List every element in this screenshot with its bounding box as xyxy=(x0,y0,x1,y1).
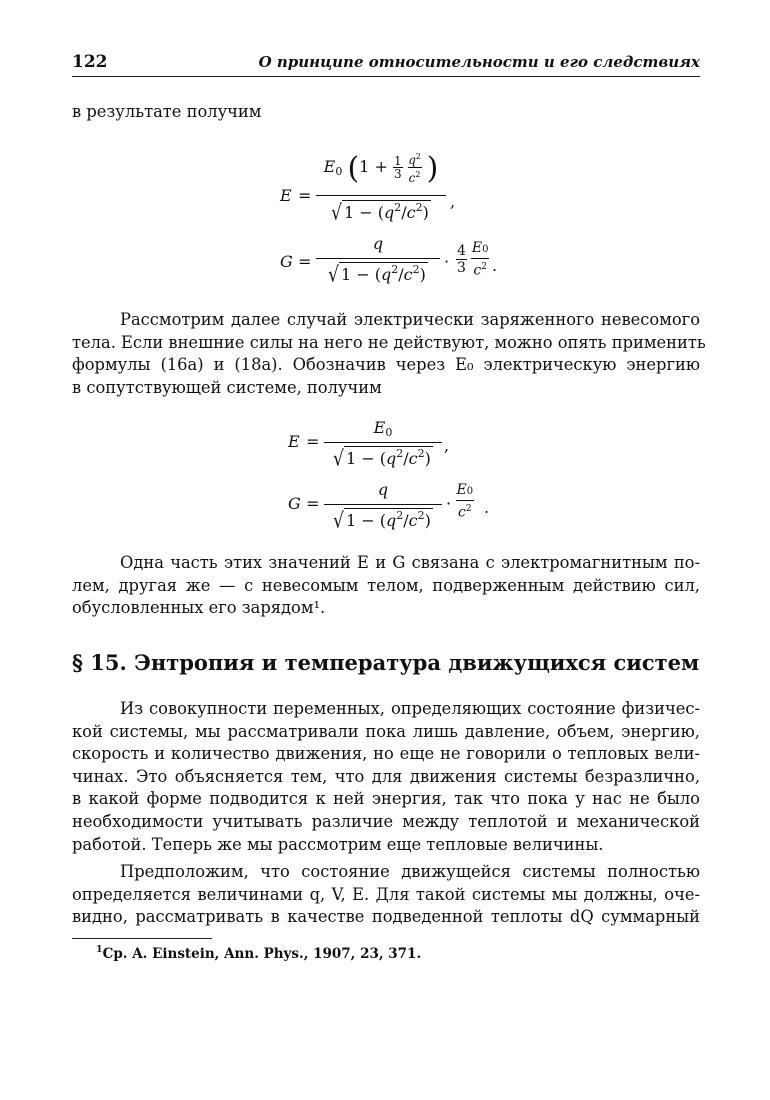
paragraph-2-line: обусловленных его зарядом¹. xyxy=(72,598,326,618)
footnote-text: Ср. A. Einstein, Ann. Phys., 1907, 23, 371. xyxy=(102,946,422,962)
eq2-g-lhs: G xyxy=(288,494,301,513)
eq2-e-equals: = xyxy=(306,432,320,451)
paragraph-3-line: в какой форме подводится к ней энергия, так что пока у нас не было xyxy=(72,789,700,809)
paragraph-4-line: определяется величинами q, V, E. Для такой системы мы должны, оче- xyxy=(72,884,700,904)
paragraph-2 xyxy=(72,552,700,620)
eq2-e-numerator: $E_0$ xyxy=(373,418,393,439)
eq2-g-denominator: √ $1 - (q^2/c^2)$ xyxy=(333,508,431,534)
paragraph-4-line: Предположим, что состояние движущейся системы полностью xyxy=(120,862,700,881)
paragraph-3-line: необходимости учитывать различие между теплотой и механической xyxy=(72,811,700,831)
eq1-e-lhs: E xyxy=(280,186,292,205)
intro-paragraph xyxy=(72,101,700,124)
paragraph-2-line: лем, другая же — с невесомым телом, подверженным действию сил, xyxy=(72,575,700,595)
page-number: 122 xyxy=(72,52,108,72)
paragraph-3-line: Из совокупности переменных, определяющих состояние физичес- xyxy=(120,699,700,718)
paragraph-3-line: кой системы, мы рассматривали пока лишь давление, объем, энергию, xyxy=(72,721,700,741)
eq2-e-fraction xyxy=(324,418,442,476)
eq1-g-factor: 4 3 E0 $c^2$ xyxy=(457,240,489,279)
eq1-g-lhs: G xyxy=(280,252,293,271)
paragraph-3-line: чинах. Это объясняется тем, что для движения системы безразлично, xyxy=(72,766,700,786)
paragraph-3-line: работой. Теперь же мы рассмотрим еще тепловые величины. xyxy=(72,834,604,854)
footnote xyxy=(96,944,421,962)
eq2-g-fraction xyxy=(324,480,442,538)
eq1-e-denominator: √ $1 - (q^2/c^2)$ xyxy=(331,200,429,226)
eq1-e-numerator: $E_0$ (1 + 1 3 $q^2$ $c^2$ ) xyxy=(323,151,439,186)
eq2-g-factor: E0 $c^2$ xyxy=(456,482,474,521)
paragraph-1-line: в сопутствующей системе, получим xyxy=(72,377,382,397)
eq1-e-fraction-bar xyxy=(316,195,446,196)
eq2-g-equals: = xyxy=(306,494,320,513)
paragraph-3-line: скорость и количество движения, но еще не говорили о тепловых вели- xyxy=(72,744,700,764)
equation-block-2: E = $E_0$ √ $1 - (q^2/c^2)$ , G = q √ $1 - (q^2/c^2)$ · E0 $c^2$ . xyxy=(288,418,508,536)
footnote-marker: 1 xyxy=(96,944,103,955)
eq1-g-denominator: √ $1 - (q^2/c^2)$ xyxy=(328,262,426,288)
eq2-e-denominator: √ $1 - (q^2/c^2)$ xyxy=(333,446,431,472)
footnote-rule xyxy=(72,938,212,939)
paragraph-2-line: Одна часть этих значений E и G связана с электромагнитным по- xyxy=(120,553,700,572)
eq2-e-fraction-bar xyxy=(324,442,442,443)
paragraph-1-line: тела. Если внешние силы на него не действуют, можно опять применить xyxy=(72,332,706,352)
running-header xyxy=(72,52,700,77)
running-title: О принципе относительности и его следствиях xyxy=(258,53,700,71)
paragraph-1 xyxy=(72,309,706,399)
paragraph-1-line: формулы (16а) и (18а). Обозначив через E₀ электрическую энергию xyxy=(72,355,700,375)
eq1-g-equals: = xyxy=(298,252,312,271)
eq2-e-lhs: E xyxy=(288,432,300,451)
eq1-g-numerator: q xyxy=(372,234,384,253)
paragraph-4-line: видно, рассматривать в качестве подведенной теплоты dQ суммарный xyxy=(72,907,700,927)
paragraph-3 xyxy=(72,698,700,856)
eq1-g-fraction xyxy=(316,234,440,290)
intro-line: в результате получим xyxy=(72,102,262,121)
eq1-g-fraction-bar xyxy=(316,258,440,259)
eq2-g-fraction-bar xyxy=(324,504,442,505)
section-heading: § 15. Энтропия и температура движущихся систем xyxy=(72,650,700,675)
eq2-g-numerator: q xyxy=(377,480,389,499)
eq1-e-equals: = xyxy=(298,186,312,205)
paragraph-1-line: Рассмотрим далее случай электрически заряженного невесомого xyxy=(120,310,700,329)
paragraph-4 xyxy=(72,861,700,929)
equation-block-1: E = $E_0$ (1 + 1 3 $q^2$ $c^2$ ) √ $1 - (q^2/c^2)$ , G = q √ $1 - (q^2/c^2)$ · 4 3 E0 $c^2$ . xyxy=(280,140,520,290)
eq1-e-fraction xyxy=(316,140,446,235)
